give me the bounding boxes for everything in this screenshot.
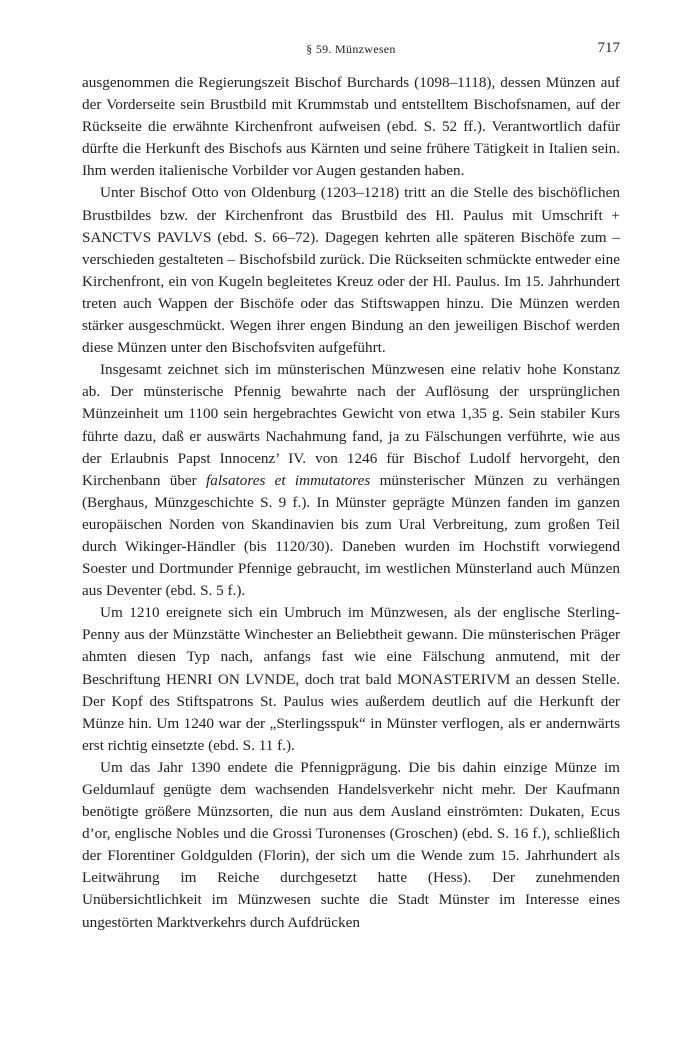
text-segment: Unter Bischof Otto von Oldenburg (1203–1218) tritt an die Stelle des bischöflichen Brustbildes bzw. der Kirchenfront das Brustbild des Hl. Paulus mit Umschrift + SANCTVS PAVLVS (ebd. S. 66–72). Dagegen kehrten alle späteren Bischöfe zum – verschieden gestalteten – Bischofsbild zurück. Die Rückseiten schmückte entweder eine Kirchenfront, ein von Kugeln begleitetes Kreuz oder der Hl. Paulus. Im 15. Jahrhundert treten auch Wappen der Bischöfe oder das Stiftswappen hinzu. Die Münzen werden stärker ausgeschmückt. Wegen ihrer engen Bindung an den jeweiligen Bischof werden diese Münzen unter den Bischofsviten aufgeführt. bbox=[82, 184, 620, 357]
running-head: § 59. Münzwesen bbox=[306, 42, 396, 56]
text-segment: Insgesamt zeichnet sich im münsterischen Münzwesen eine relativ hohe Konstanz ab. Der münsterische Pfennig bewahrte nach der Auflösung der ursprünglichen Münzeinheit um 1100 sein hergebrachtes Gewicht von etwa 1,35 g. Sein stabiler Kurs führte dazu, daß er auswärts Nachahmung fand, ja zu Fälschungen verführte, wie aus der Erlaubnis Papst Innocenz’ IV. von 1246 für Bischof Ludolf hervorgeht, den Kirchenbann über bbox=[82, 361, 620, 489]
page-number: 717 bbox=[597, 40, 620, 56]
body-text bbox=[82, 72, 620, 934]
text-segment: münsterischer Münzen zu verhängen (Berghaus, Münzgeschichte S. 9 f.). In Münster geprägte Münzen fanden im ganzen europäischen Norden von Skandinavien bis zum Ural Verbreitung, zum großen Teil durch Wikinger-Händler (bis 1120/30). Daneben wurden im Hochstift vorwiegend Soester und Dortmunder Pfennige gebraucht, im westlichen Münsterland auch Münzen aus Deventer (ebd. S. 5 f.). bbox=[82, 471, 620, 600]
italic-latin-phrase: falsatores et immutatores bbox=[206, 471, 371, 489]
paragraph-1 bbox=[82, 72, 620, 182]
page-header bbox=[82, 40, 620, 60]
paragraph-4 bbox=[82, 602, 620, 757]
text-segment: Um 1210 ereignete sich ein Umbruch im Münzwesen, als der englische Sterling-Penny aus der Münzstätte Winchester an Beliebtheit gewann. Die münsterischen Präger ahmten diesen Typ nach, anfangs fast wie eine Fälschung anmutend, mit der Beschriftung HENRI ON LVNDE, doch trat bald MONASTERIVM an dessen Stelle. Der Kopf des Stiftspatrons St. Paulus wies außerdem deutlich auf die Herkunft der Münze hin. Um 1240 war der „Sterlingsspuk“ in Münster verflogen, als er andernwärts erst richtig einsetzte (ebd. S. 11 f.). bbox=[82, 604, 620, 754]
paragraph-2 bbox=[82, 182, 620, 359]
paragraph-3 bbox=[82, 359, 620, 602]
text-segment: Um das Jahr 1390 endete die Pfennigprägung. Die bis dahin einzige Münze im Geldumlauf genügte dem wachsenden Handelsverkehr nicht mehr. Der Kaufmann benötigte größere Münzsorten, die nun aus dem Ausland einströmten: Dukaten, Ecus d’or, englische Nobles und die Grossi Turonenses (Groschen) (ebd. S. 16 f.), schließlich der Florentiner Goldgulden (Florin), der sich um die Wende zum 15. Jahrhundert als Leitwährung im Reiche durchgesetzt hatte (Hess). Der zunehmenden Unübersichtlichkeit im Münzwesen suchte die Stadt Münster im Interesse eines ungestörten Marktverkehrs durch Aufdrücken bbox=[82, 758, 620, 931]
paragraph-5 bbox=[82, 757, 620, 934]
text-segment: ausgenommen die Regierungszeit Bischof Burchards (1098–1118), dessen Münzen auf der Vorderseite sein Brustbild mit Krummstab und entstelltem Bischofsnamen, auf der Rückseite die erwähnte Kirchenfront aufweisen (ebd. S. 52 ff.). Verantwortlich dafür dürfte die Herkunft des Bischofs aus Kärnten und seine frühere Tätigkeit in Italien sein. Ihm werden italienische Vorbilder vor Augen gestanden haben. bbox=[82, 74, 620, 180]
